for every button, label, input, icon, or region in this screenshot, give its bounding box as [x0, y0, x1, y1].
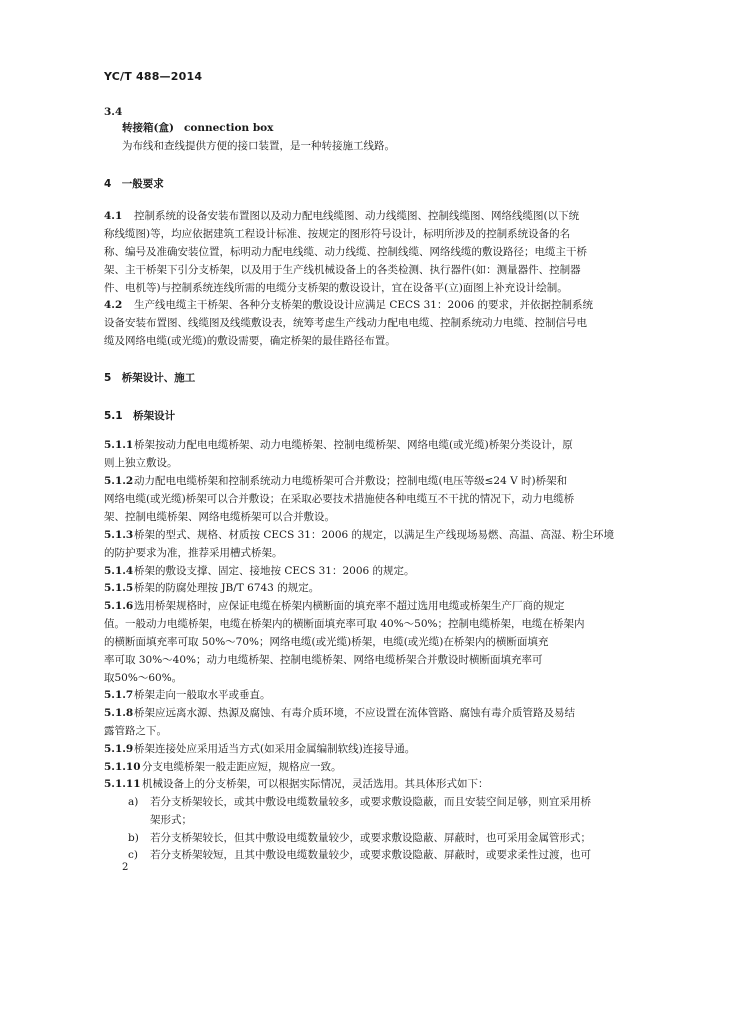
list-item-text: 若分支桥架较长，但其中敷设电缆数量较少，或要求敷设隐蔽、屏蔽时，也可采用金属管形式； — [150, 832, 591, 844]
definition-term — [122, 122, 273, 135]
clause-5-1-9 — [104, 743, 415, 756]
clause-5-1-2-line-2: 网络电缆(或光缆)桥架可以合并敷设；在采取必要技术措施使各种电缆互不干扰的情况下，动力电缆桥 — [104, 493, 575, 505]
clause-5-1-6-line-1 — [104, 600, 565, 613]
clause-number: 5.1.7 — [104, 689, 134, 701]
clause-4-2-line-2: 设备安装布置图、线缆图及线缆敷设表，统筹考虑生产线动力配电电缆、控制系统动力电缆、控制信号电 — [104, 317, 587, 329]
clause-4-1-line-2: 称线缆图)等，均应依据建筑工程设计标准、按规定的图形符号设计，标明所涉及的控制系统设备的名 — [104, 228, 571, 240]
clause-5-1-4 — [104, 565, 415, 578]
clause-5-1-7 — [104, 689, 271, 702]
clause-5-1-1-line-2: 则上独立敷设。 — [104, 457, 178, 469]
clause-text: 分支电缆桥架一般走距应短，规格应一致。 — [142, 761, 342, 773]
list-item-c — [128, 849, 591, 862]
clause-5-1-5 — [104, 582, 319, 595]
clause-5-1-6-line-2: 值。一般动力电缆桥架，电缆在桥架内的横断面填充率可取 40%～50%；控制电缆桥架，电缆在桥架内 — [104, 618, 585, 630]
clause-number: 5.1.1 — [104, 439, 134, 451]
clause-text: 动力配电电缆桥架和控制系统动力电缆桥架可合并敷设；控制电缆(电压等级≤24 V 时)桥架和 — [134, 475, 568, 487]
clause-5-1-11 — [104, 778, 489, 791]
clause-number: 5.1.2 — [104, 475, 134, 487]
clause-text: 机械设备上的分支桥架，可以根据实际情况，灵活选用。其具体形式如下： — [142, 778, 489, 790]
clause-text: 控制系统的设备安装布置图以及动力配电线缆图、动力线缆图、控制线缆图、网络线缆图(以下统 — [134, 210, 580, 222]
clause-4-2-line-3: 缆及网络电缆(或光缆)的敷设需要，确定桥架的最佳路径布置。 — [104, 335, 396, 347]
clause-4-2-line-1 — [104, 299, 593, 312]
clause-5-1-6-line-5: 取50%～60%。 — [104, 672, 183, 684]
list-item-a-line-2: 架形式； — [150, 814, 192, 826]
list-item-b — [128, 832, 591, 845]
clause-text: 桥架连接处应采用适当方式(如采用金属编制软线)连接导通。 — [134, 743, 416, 755]
list-item-label: a) — [128, 796, 139, 808]
clause-number: 5.1.10 — [104, 761, 141, 773]
section-4-title: 4 一般要求 — [104, 178, 164, 190]
clause-number: 5.1.6 — [104, 600, 134, 612]
list-item-text: 若分支桥架较长，或其中敷设电缆数量较多，或要求敷设隐蔽，而且安装空间足够，则宜采用桥 — [150, 796, 591, 808]
section-5-1-title: 5.1 桥架设计 — [104, 410, 176, 422]
clause-5-1-3-line-1 — [104, 529, 614, 542]
clause-5-1-1-line-1 — [104, 439, 573, 452]
standard-header: YC/T 488—2014 — [104, 70, 203, 83]
definition-text: 为布线和查线提供方便的接口装置，是一种转接施工线路。 — [122, 140, 395, 152]
clause-4-1-line-3: 称、编号及准确安装位置，标明动力配电线缆、动力线缆、控制线缆、网络线缆的敷设路径；电缆主干桥 — [104, 246, 587, 258]
clause-text: 桥架的防腐处理按 JB/T 6743 的规定。 — [134, 582, 320, 594]
clause-number: 5.1.8 — [104, 707, 134, 719]
clause-number: 5.1.4 — [104, 565, 134, 577]
clause-number: 5.1.3 — [104, 529, 134, 541]
clause-number: 4.1 — [104, 210, 123, 222]
clause-5-1-2-line-1 — [104, 475, 567, 488]
clause-text: 选用桥架规格时，应保证电缆在桥架内横断面的填充率不超过选用电缆或桥架生产厂商的规定 — [134, 600, 565, 612]
definition-term-cn: 转接箱(盒) — [122, 122, 174, 134]
page-number: 2 — [122, 862, 129, 873]
clause-5-1-6-line-3: 的横断面填充率可取 50%～70%；网络电缆(或光缆)桥架，电缆(或光缆)在桥架内的横断面填充 — [104, 636, 549, 648]
clause-number: 4.2 — [104, 299, 123, 311]
clause-text: 桥架应远离水源、热源及腐蚀、有毒介质环境，不应设置在流体管路、腐蚀有毒介质管路及易结 — [134, 707, 575, 719]
clause-text: 桥架的敷设支撑、固定、接地按 CECS 31：2006 的规定。 — [134, 565, 415, 577]
clause-text: 桥架的型式、规格、材质按 CECS 31：2006 的规定，以满足生产线现场易燃、高温、高湿、粉尘环境 — [134, 529, 615, 541]
clause-text: 桥架按动力配电电缆桥架、动力电缆桥架、控制电缆桥架、网络电缆(或光缆)桥架分类设计，原 — [134, 439, 573, 451]
list-item-label: c) — [128, 849, 138, 861]
clause-5-1-8-line-2: 露管路之下。 — [104, 725, 167, 737]
clause-5-1-3-line-2: 的防护要求为准，推荐采用槽式桥架。 — [104, 547, 283, 559]
list-item-label: b) — [128, 832, 139, 844]
clause-number: 5.1.5 — [104, 582, 134, 594]
clause-4-1-line-4: 架、主干桥架下引分支桥架，以及用于生产线机械设备上的各类检测、执行器件(如：测量器件、控制器 — [104, 264, 581, 276]
clause-number: 5.1.9 — [104, 743, 134, 755]
list-item-text: 若分支桥架较短，且其中敷设电缆数量较少，或要求敷设隐蔽、屏蔽时，或要求柔性过渡，也可 — [150, 849, 591, 861]
clause-text: 桥架走向一般取水平或垂直。 — [134, 689, 271, 701]
clause-4-1-line-1 — [104, 210, 579, 223]
clause-text: 生产线电缆主干桥架、各种分支桥架的敷设设计应满足 CECS 31：2006 的要求，并依据控制系统 — [134, 299, 594, 311]
clause-5-1-8-line-1 — [104, 707, 575, 720]
clause-4-1-line-5: 件、电机等)与控制系统连线所需的电缆分支桥架的敷设设计，宜在设备平(立)面图上补充设计绘制。 — [104, 282, 568, 294]
definition-number: 3.4 — [104, 106, 123, 118]
clause-5-1-6-line-4: 率可取 30%～40%；动力电缆桥架、控制电缆桥架、网络电缆桥架合并敷设时横断面填充率可 — [104, 654, 543, 666]
clause-5-1-2-line-3: 架、控制电缆桥架、网络电缆桥架可以合并敷设。 — [104, 511, 335, 523]
definition-term-en: connection box — [183, 122, 274, 134]
list-item-a-line-1 — [128, 796, 591, 809]
clause-5-1-10 — [104, 761, 342, 774]
clause-number: 5.1.11 — [104, 778, 141, 790]
section-5-title: 5 桥架设计、施工 — [104, 372, 196, 384]
